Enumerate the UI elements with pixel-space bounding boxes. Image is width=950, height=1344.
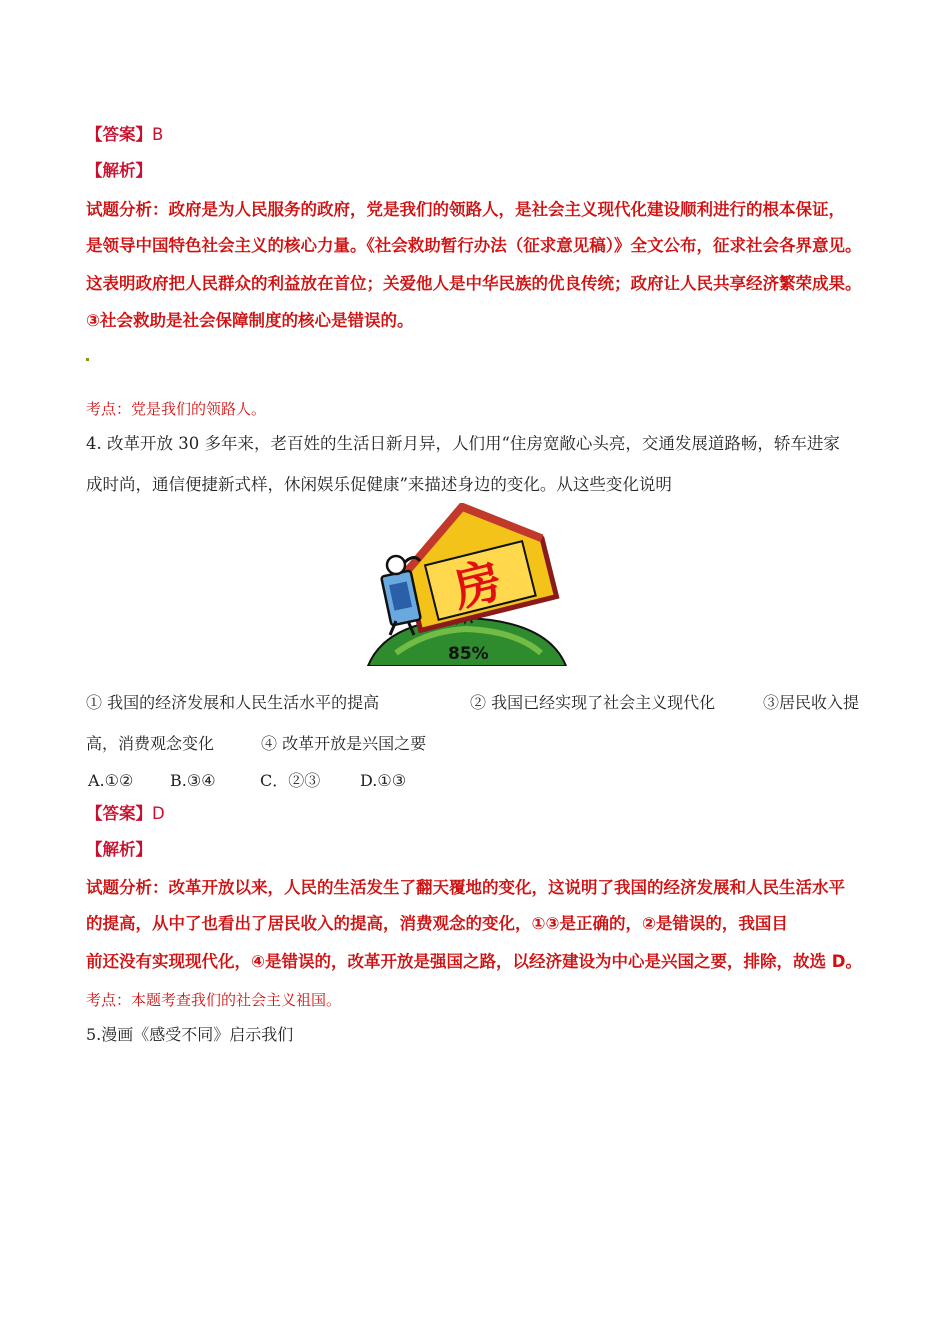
analysis-line: 是领导中国特色社会主义的核心力量。《社会救助暂行办法（征求意见稿）》全文公布，征求社会各界意见。 <box>86 236 862 255</box>
analysis-line: 前还没有实现现代化，④是错误的，改革开放是强国之路，以经济建设为中心是兴国之要，排除，故选 D。 <box>86 952 862 971</box>
house-price-cartoon <box>366 503 568 666</box>
globe-label: 85% <box>448 644 489 664</box>
answer-tag: 【答案】 <box>86 125 152 144</box>
option-a: A.①② <box>88 771 134 790</box>
analysis-line: 试题分析：改革开放以来，人民的生活发生了翻天覆地的变化，这说明了我国的经济发展和人民生活水平 <box>86 878 845 897</box>
statement-3-end: 高，消费观念变化 <box>86 734 215 753</box>
kaodian-q4: 考点：本题考查我们的社会主义祖国。 <box>86 991 342 1009</box>
answer-tag: 【答案】 <box>86 804 152 823</box>
question-stem-line: 4. 改革开放 30 多年来，老百姓的生活日新月异，人们用“住房宽敞心头亮，交通发展道路畅，轿车进家 <box>86 434 840 453</box>
answer-value: D <box>152 804 165 823</box>
statement-1: ① 我国的经济发展和人民生活水平的提高 <box>86 693 380 712</box>
option-b: B.③④ <box>170 771 216 790</box>
option-d: D.①③ <box>360 771 407 790</box>
statement-4: ④ 改革开放是兴国之要 <box>261 734 427 753</box>
analysis-tag: 【解析】 <box>86 840 152 859</box>
analysis-tag: 【解析】 <box>86 161 152 180</box>
answer-value: B <box>152 125 164 144</box>
analysis-heading-q3 <box>86 160 152 182</box>
question-stem-line: 成时尚，通信便捷新式样，休闲娱乐促健康”来描述身边的变化。从这些变化说明 <box>86 475 672 494</box>
answer-line-q4 <box>86 803 165 825</box>
analysis-line: 的提高，从中了也看出了居民收入的提高，消费观念的变化，①③是正确的，②是错误的，我国目 <box>86 914 788 933</box>
analysis-line: 试题分析：政府是为人民服务的政府，党是我们的领路人，是社会主义现代化建设顺利进行的根本保证， <box>86 200 845 219</box>
analysis-line: ③社会救助是社会保障制度的核心是错误的。 <box>86 311 414 330</box>
statement-3-start: ③居民收入提 <box>763 693 860 712</box>
decorative-dot <box>86 358 89 361</box>
analysis-line: 这表明政府把人民群众的利益放在首位；关爱他人是中华民族的优良传统；政府让人民共享经济繁荣成果。 <box>86 274 862 293</box>
analysis-heading-q4 <box>86 839 152 861</box>
option-c: C．②③ <box>260 771 321 790</box>
cartoon-drawing <box>366 503 568 666</box>
question-5-stem: 5.漫画《感受不同》启示我们 <box>86 1025 294 1044</box>
kaodian-q3: 考点：党是我们的领路人。 <box>86 400 267 418</box>
statement-2: ② 我国已经实现了社会主义现代化 <box>470 693 716 712</box>
answer-line-q3 <box>86 124 163 146</box>
house-sign-text: 房 <box>447 552 508 619</box>
